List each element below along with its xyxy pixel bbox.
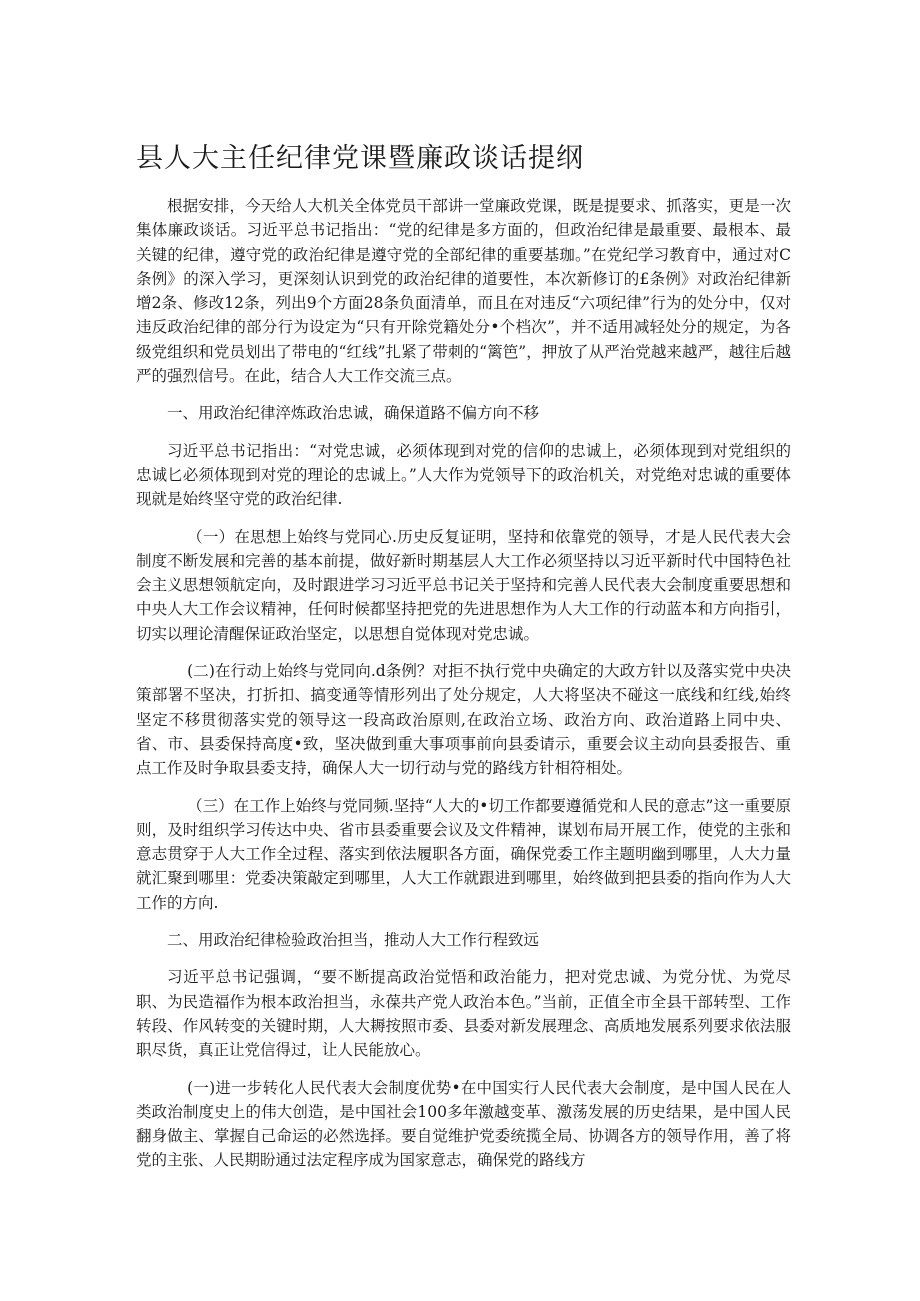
- document-title: 县人大主任纪律党课暨廉政谈话提纲: [136, 143, 584, 174]
- sub-point-paragraph: (二)在行动上始终与党同向.d条例？对拒不执行党中央确定的大政方针以及落实党中央决策部署不坚决，打折扣、搞变通等情形列出了处分规定，人大将坚决不碰这一底线和红线,始终坚定不移贯彻落实党的领导这一段高政治原则,在政治立场、政治方向、政治道路上同中央、省、市、县委保持高度•致，坚决做到重大事项事前向县委请示，重要会议主动向县委报告、重点工作及时争取县委支持，确保人大一切行动与党的路线方针相符相处。: [136, 662, 791, 778]
- paragraph: 习近平总书记强调，“要不断提高政治觉悟和政治能力，把对党忠诚、为党分忧、为党尽职、为民造福作为根本政治担当，永葆共产党人政治本色。”当前，正值全市全县干部转型、工作转段、作风转变的关键时期，人大耨按照市委、县委对新发展理念、高质地发展系列要求依法服职尽货，真正让党信得过，让人民能放心。: [136, 968, 791, 1060]
- paragraph-intro: 根据安排，今天给人大机关全体党员干部讲一堂廉政党课，既是提要求、抓落实，更是一次集体廉政谈话。习近平总书记指出：“党的纪律是多方面的，但政治纪律是最重要、最根本、最关键的纪律，遵守党的政治纪律是遵守党的全部纪律的重要基珈。”在党纪学习教育中，通过对C条例》的深入学习，更深刻认识到党的政治纪律的道要性，本次新修订的£条例》对政治纪律新增2条、修改12条，列出9个方面28条负面清单，而且在对违反“六项纪律”行为的处分中，仅对违反政治纪律的部分行为设定为“只有开除党籍处分•个档次”，并不适用减轻处分的规定，为各级党组织和党员划出了带电的“红线”扎紧了带刺的“篱笆”，押放了从严治党越来越严，越往后越严的强烈信号。在此，结合人大工作交流三点。: [136, 197, 791, 386]
- sub-point-paragraph: （一）在思想上始终与党同心.历史反复证明，坚持和依靠党的领导，才是人民代表大会制度不断发展和完善的基本前提，做好新时期基层人大工作必须坚持以习近平新时代中国特色社会主义思想领航定向，及时跟进学习习近平总书记关于坚持和完善人民代表大会制度重要思想和中央人大工作会议精神，任何时候都坚持把党的先进思想作为人大工作的行动蓝本和方向指引，切实以理论清醒保证政治坚定，以思想自觉体现对党忠诚。: [136, 527, 791, 643]
- sub-point-paragraph: （三）在工作上始终与党同频.坚持“人大的•切工作都要遵循党和人民的意志”这一重要原则，及时组织学习传达中央、省市县委重要会议及文件精神，谋划布局开展工作，使党的主张和意志贯穿于人大工作全过程、落实到依法履职各方面，确保党委工作主题明幽到哪里，人大力量就汇聚到哪里：党委决策敲定到哪里，人大工作就跟进到哪里，始终做到把县委的指向作为人大工作的方向.: [136, 796, 791, 912]
- sub-point-paragraph: (一)进一步转化人民代表大会制度优势•在中国实行人民代表大会制度，是中国人民在人类政治制度史上的伟大创造，是中国社会100多年激越变革、激荡发展的历史结果，是中国人民翻身做主、掌握自己命运的必然选择。要自觉维护党委统揽全局、协调各方的领导作用，善了将党的主张、人民期盼通过法定程序成为国家意志，确保党的路线方: [136, 1078, 791, 1170]
- section-heading-2: 二、用政治纪律检验政治担当，推动人大工作行程致远: [167, 931, 540, 950]
- document-body: [136, 194, 791, 1186]
- section-heading-1: 一、用政治纪律淬炼政治忠诚，确保道路不偏方向不移: [167, 404, 540, 423]
- paragraph: 习近平总书记指出：“对党忠诚，必须体现到对党的信仰的忠诚上，必须体现到对党组织的忠诚匕必须体现到对党的理论的忠诚上。”人大作为党领导下的政治机关，对党绝对忠诚的重要体现就是始终坚守党的政治纪律.: [136, 441, 791, 509]
